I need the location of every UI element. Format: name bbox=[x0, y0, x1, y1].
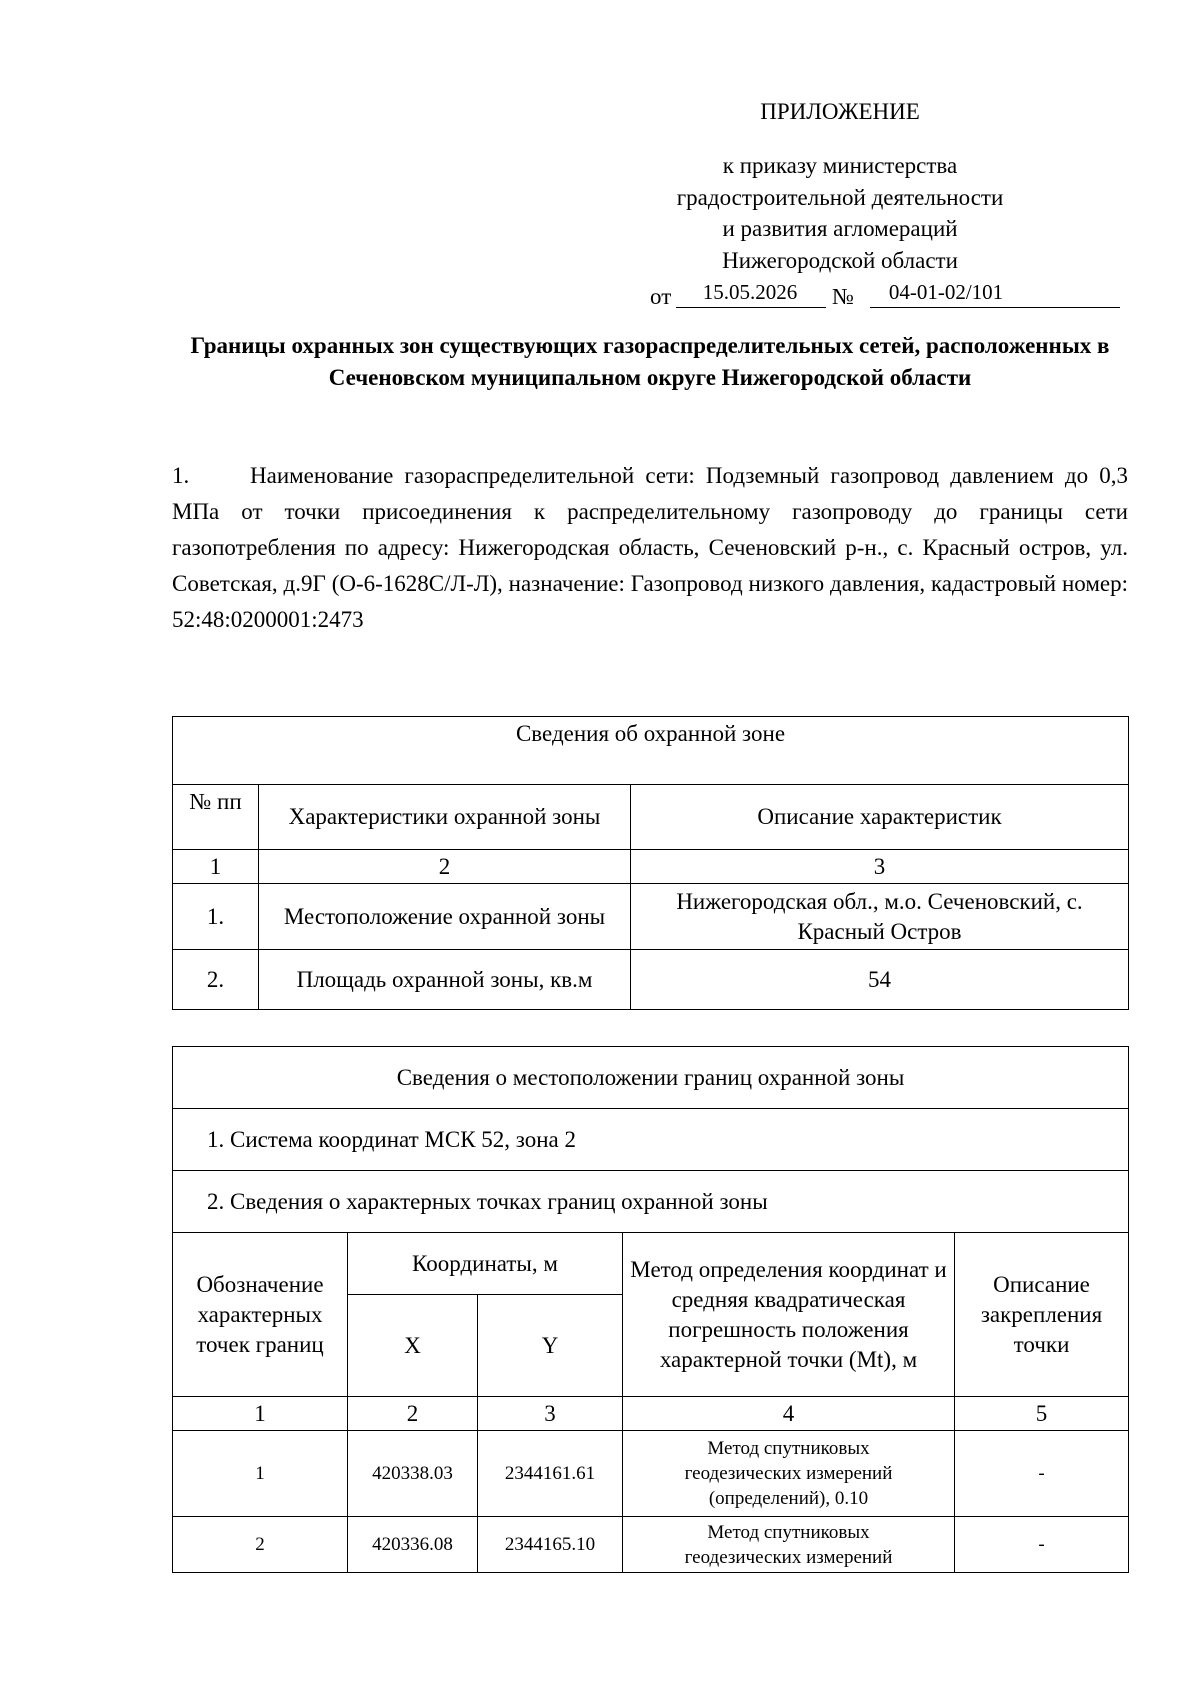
document-title: Границы охранных зон существующих газораспределительных сетей, расположенных в Сеченовском муниципальном округе Нижегородской области bbox=[190, 333, 1110, 390]
row-number: 1. bbox=[173, 884, 259, 950]
point-id: 2 bbox=[173, 1517, 348, 1573]
number-label: № bbox=[832, 284, 854, 309]
points-caption: 2. Сведения о характерных точках границ охранной зоны bbox=[173, 1171, 1129, 1233]
method-cell: Метод спутниковых геодезических измерений bbox=[623, 1517, 955, 1573]
y-coordinate: 2344165.10 bbox=[478, 1517, 623, 1573]
table-row bbox=[173, 884, 1129, 950]
order-date-number-row bbox=[650, 276, 1120, 310]
appendix-reference bbox=[640, 150, 1040, 276]
appendix-line: Нижегородской области bbox=[722, 247, 958, 273]
column-number: 1 bbox=[173, 850, 259, 884]
protection-zone-table bbox=[172, 716, 1129, 1010]
column-number: 4 bbox=[623, 1397, 955, 1431]
column-header: Обозначение характерных точек границ bbox=[173, 1233, 348, 1397]
x-coordinate: 420336.08 bbox=[348, 1517, 478, 1573]
fixing-cell: - bbox=[955, 1431, 1129, 1517]
x-coordinate: 420338.03 bbox=[348, 1431, 478, 1517]
column-header: Описание закрепления точки bbox=[955, 1233, 1129, 1397]
date-underline bbox=[676, 307, 826, 308]
column-number: 3 bbox=[478, 1397, 623, 1431]
boundary-points-table bbox=[172, 1046, 1129, 1573]
fixing-cell: - bbox=[955, 1517, 1129, 1573]
column-number: 1 bbox=[173, 1397, 348, 1431]
appendix-title: ПРИЛОЖЕНИЕ bbox=[760, 99, 920, 124]
column-header: № пп bbox=[173, 785, 259, 850]
column-header: Координаты, м bbox=[348, 1233, 623, 1295]
column-header: Y bbox=[478, 1295, 623, 1397]
column-number: 5 bbox=[955, 1397, 1129, 1431]
order-date: 15.05.2026 bbox=[702, 280, 798, 304]
column-header: Описание характеристик bbox=[631, 785, 1129, 850]
table-caption: Сведения о местоположении границ охранной зоны bbox=[173, 1047, 1129, 1109]
column-number: 3 bbox=[631, 850, 1129, 884]
column-header: X bbox=[348, 1295, 478, 1397]
appendix-line: и развития агломераций bbox=[722, 216, 958, 241]
characteristic-cell: Местоположение охранной зоны bbox=[259, 884, 631, 950]
network-description bbox=[172, 458, 1128, 638]
table-row bbox=[173, 1431, 1129, 1517]
appendix-line: градостроительной деятельности bbox=[676, 184, 1004, 210]
point-id: 1 bbox=[173, 1431, 348, 1517]
method-cell: Метод спутниковых геодезических измерений (определений), 0.10 bbox=[623, 1431, 955, 1517]
appendix-line: к приказу министерства bbox=[722, 153, 958, 178]
y-coordinate: 2344161.61 bbox=[478, 1431, 623, 1517]
description-cell: 54 bbox=[631, 950, 1129, 1010]
paragraph-number: 1. bbox=[172, 463, 190, 488]
table-row bbox=[173, 950, 1129, 1010]
date-label: от bbox=[650, 284, 672, 309]
paragraph-text: Наименование газораспределительной сети: Подземный газопровод давлением до 0,3 МПа от точки присоединения к распределительному газопроводу до границы сети газопотребления по адресу: Нижегородская область, Сеченовский р-н., с. Красный остров, ул. Советская, д.9Г (О-6-1628С/Л-Л), назначение: Газопровод низкого давления, кадастровый номер: 52:48:0200001:2473 bbox=[172, 463, 1128, 632]
order-number: 04-01-02/101 bbox=[888, 280, 1004, 304]
number-underline bbox=[870, 307, 1120, 308]
column-header: Характеристики охранной зоны bbox=[259, 785, 631, 850]
description-cell: Нижегородская обл., м.о. Сеченовский, с. Красный Остров bbox=[631, 884, 1129, 950]
table-caption: Сведения об охранной зоне bbox=[173, 717, 1129, 785]
coordinate-system: 1. Система координат МСК 52, зона 2 bbox=[173, 1109, 1129, 1171]
row-number: 2. bbox=[173, 950, 259, 1010]
column-number: 2 bbox=[259, 850, 631, 884]
table-row bbox=[173, 1517, 1129, 1573]
column-header: Метод определения координат и средняя квадратическая погрешность положения характерной точки (Mt), м bbox=[623, 1233, 955, 1397]
characteristic-cell: Площадь охранной зоны, кв.м bbox=[259, 950, 631, 1010]
column-number: 2 bbox=[348, 1397, 478, 1431]
